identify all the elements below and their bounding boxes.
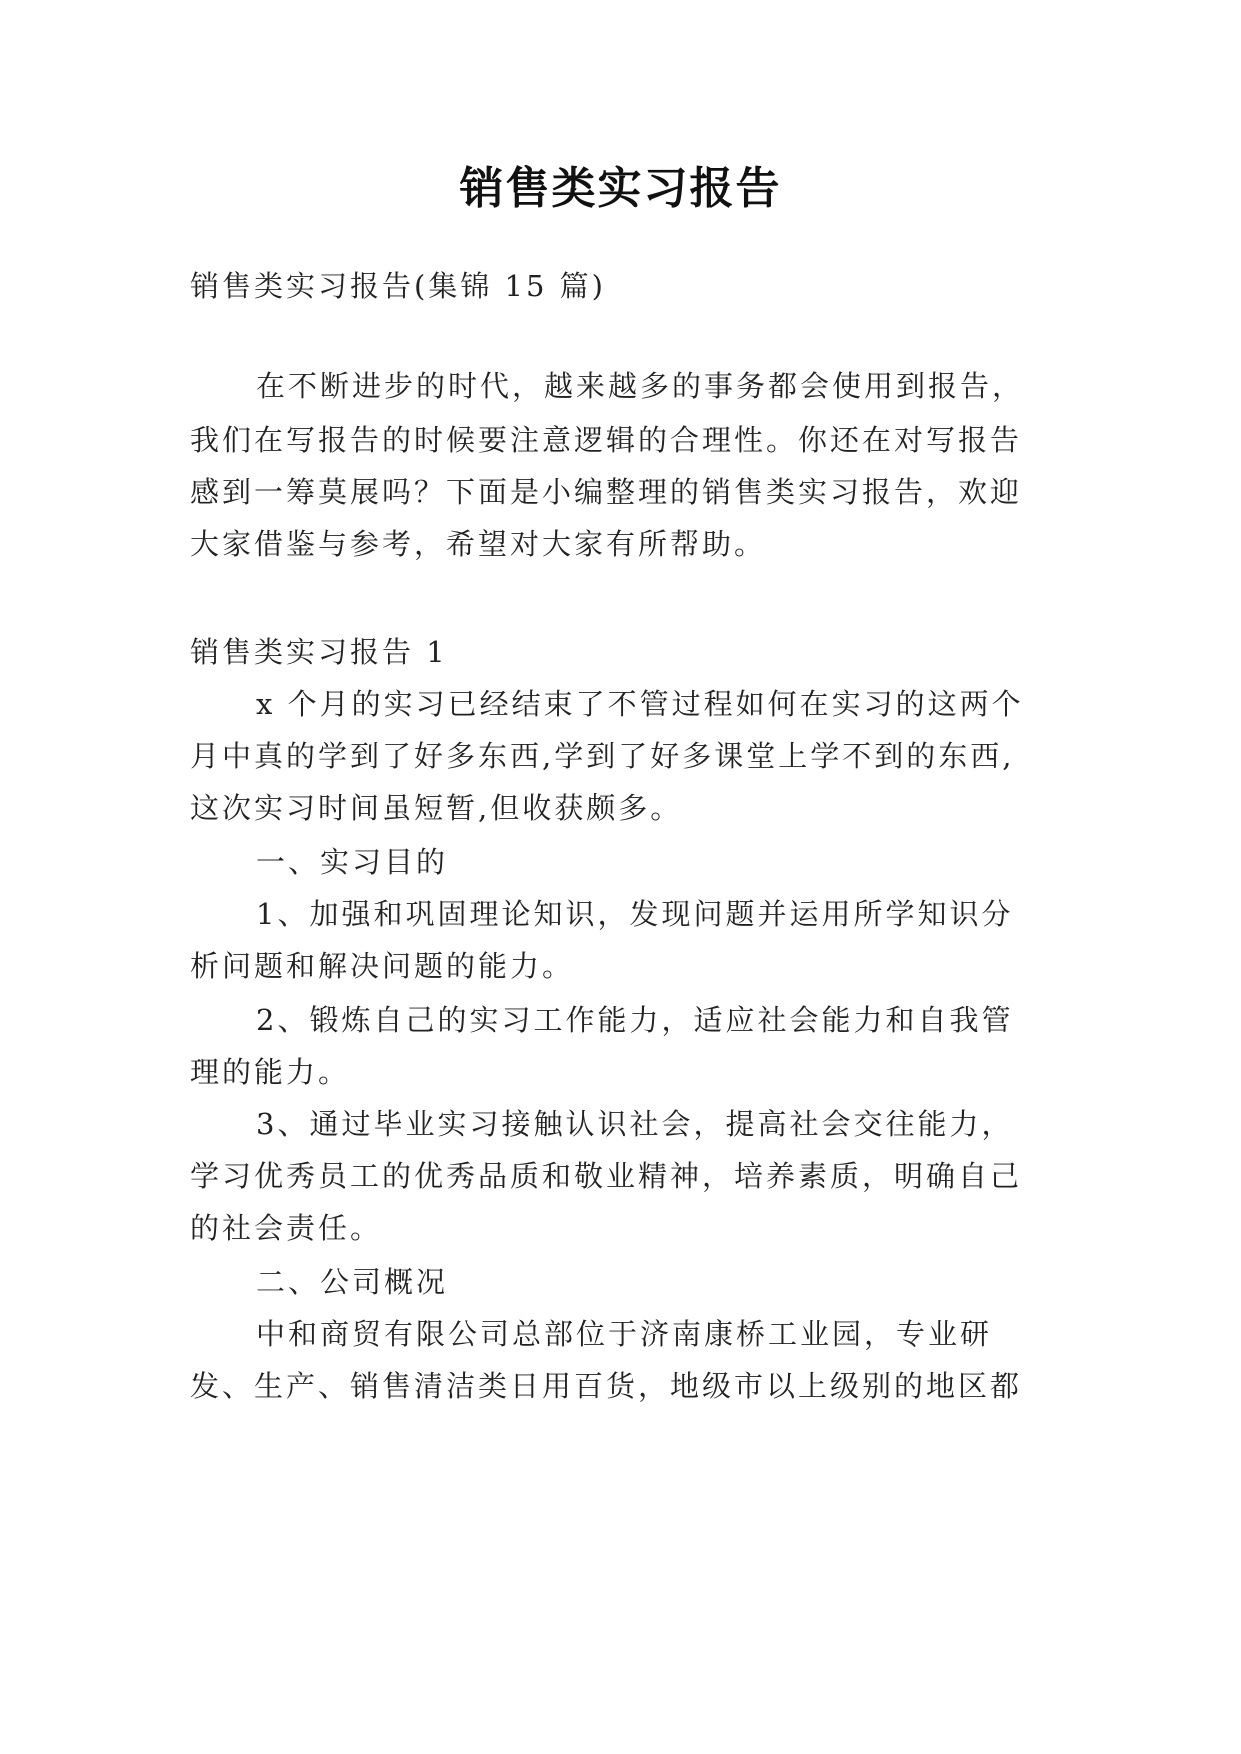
body-line: 发、生产、销售清洁类日用百货，地级市以上级别的地区都 [190,1369,1023,1403]
body-line: 中和商贸有限公司总部位于济南康桥工业园，专业研 [256,1317,993,1351]
body-heading: 二、公司概况 [256,1265,449,1299]
body-line: 2、锻炼自己的实习工作能力，适应社会能力和自我管 [256,1003,1014,1037]
section-heading: 销售类实习报告 1 [190,635,448,669]
intro-line: 在不断进步的时代，越来越多的事务都会使用到报告， [256,369,1025,403]
body-line: 学习优秀员工的优秀品质和敬业精神，培养素质，明确自己 [190,1159,1023,1193]
body-line: 3、通过毕业实习接触认识社会，提高社会交往能力， [256,1107,1014,1141]
body-line: 这次实习时间虽短暂,但收获颇多。 [190,791,683,825]
body-line: 的社会责任。 [190,1211,383,1245]
body-line: 析问题和解决问题的能力。 [190,949,575,983]
document-title: 销售类实习报告 [459,163,782,214]
intro-line: 大家借鉴与参考，希望对大家有所帮助。 [190,527,767,561]
intro-line: 感到一筹莫展吗？下面是小编整理的销售类实习报告，欢迎 [190,475,1023,509]
body-line: x 个月的实习已经结束了不管过程如何在实习的这两个 [256,687,1024,721]
body-line: 理的能力。 [190,1055,351,1089]
body-line: 1、加强和巩固理论知识，发现问题并运用所学知识分 [256,897,1014,931]
body-heading: 一、实习目的 [256,845,449,879]
document-subtitle: 销售类实习报告(集锦 15 篇) [190,269,606,303]
intro-line: 我们在写报告的时候要注意逻辑的合理性。你还在对写报告 [190,423,1023,457]
body-line: 月中真的学到了好多东西,学到了好多课堂上学不到的东西, [190,739,1015,773]
